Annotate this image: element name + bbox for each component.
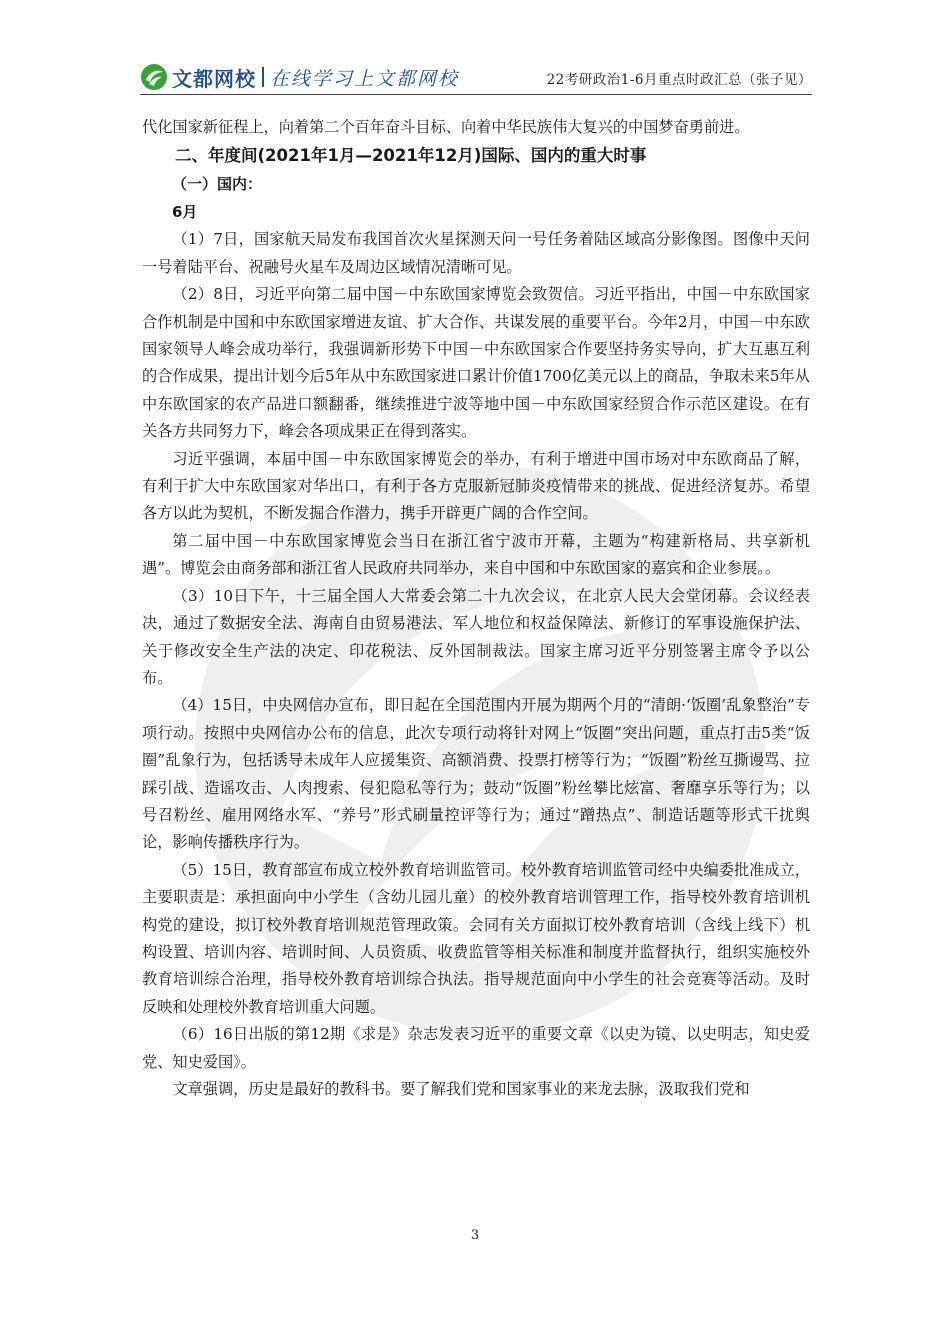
paragraph: 文章强调，历史是最好的教科书。要了解我们党和国家事业的来龙去脉，汲取我们党和 [172, 1080, 750, 1098]
paragraph: 习近平强调，本届中国－中东欧国家博览会的举办，有利于增进中国市场对中东欧商品了解，有利于扩大中东欧国家对华出口，有利于各方克服新冠肺炎疫情带来的挑战、促进经济复苏。希望各方以此为契机，不断发掘合作潜力，携手开辟更广阔的合作空间。 [142, 449, 810, 523]
paragraph: 第二届中国－中东欧国家博览会当日在浙江省宁波市开幕，主题为“构建新格局、共享新机遇”。博览会由商务部和浙江省人民政府共同举办，来自中国和中东欧国家的嘉宾和企业参展。。 [142, 531, 810, 578]
logo [140, 62, 459, 92]
paragraph-item-1: （1）7日，国家航天局发布我国首次火星探测天问一号任务着陆区域高分影像图。图像中天问一号着陆平台、祝融号火星车及周边区域情况清晰可见。 [142, 230, 810, 276]
wendu-logo-icon [140, 63, 168, 91]
section-heading: 二、年度间(2021年1月—2021年12月)国际、国内的重大时事 [175, 146, 647, 166]
brand-slogan: 在线学习上文都网校 [270, 67, 460, 90]
brand-name: 文都网校 [172, 66, 256, 91]
paragraph-item-2: （2）8日，习近平向第二届中国－中东欧国家博览会致贺信。习近平指出，中国－中东欧国家合作机制是中国和中东欧国家增进友谊、扩大合作、共谋发展的重要平台。今年2月，中国－中东欧国家领导人峰会成功举行，我强调新形势下中国－中东欧国家合作要坚持务实导向，扩大互惠互利的合作成果，提出计划今后5年从中东欧国家进口累计价值1700亿美元以上的商品，争取未来5年从中东欧国家的农产品进口额翻番，继续推进宁波等地中国－中东欧国家经贸合作示范区建设。在有关各方共同努力下，峰会各项成果正在得到落实。 [142, 285, 810, 441]
page-number: 3 [470, 1228, 480, 1243]
document-body [142, 114, 810, 1103]
header-divider [140, 94, 812, 95]
brand-divider [262, 67, 264, 87]
document-title: 22考研政治1-6月重点时政汇总（张子见） [546, 72, 812, 88]
page-header [140, 58, 812, 94]
paragraph-item-3: （3）10日下午，十三届全国人大常委会第二十九次会议，在北京人民大会堂闭幕。会议经表决，通过了数据安全法、海南自由贸易港法、军人地位和权益保障法、新修订的军事设施保护法、关于修改安全生产法的决定、印花税法、反外国制裁法。国家主席习近平分别签署主席令予以公布。 [142, 586, 810, 687]
paragraph-item-4: （4）15日，中央网信办宣布，即日起在全国范围内开展为期两个月的“清朗·‘饭圈’乱象整治”专项行动。按照中央网信办公布的信息，此次专项行动将针对网上“饭圈”突出问题，重点打击5类“饭圈”乱象行为，包括诱导未成年人应援集资、高额消费、投票打榜等行为；“饭圈”粉丝互撕谩骂、拉踩引战、造谣攻击、人肉搜索、侵犯隐私等行为；鼓动“饭圈”粉丝攀比炫富、奢靡享乐等行为；以号召粉丝、雇用网络水军、“养号”形式刷量控评等行为；通过“蹭热点”、制造话题等形式干扰舆论，影响传播秩序行为。 [142, 696, 810, 852]
subsection-heading: （一）国内： [172, 175, 263, 194]
month-heading: 6月 [172, 203, 198, 222]
paragraph-item-5: （5）15日，教育部宣布成立校外教育培训监管司。校外教育培训监管司经中央编委批准成立，主要职责是：承担面向中小学生（含幼儿园儿童）的校外教育培训管理工作，指导校外教育培训机构党的建设，拟订校外教育培训规范管理政策。会同有关方面拟订校外教育培训（含线上线下）机构设置、培训内容、培训时间、人员资质、收费监管等相关标准和制度并监督执行，组织实施校外教育培训综合治理，指导校外教育培训综合执法。指导规范面向中小学生的社会竞赛等活动。及时反映和处理校外教育培训重大问题。 [142, 860, 810, 1016]
paragraph-continuation: 代化国家新征程上，向着第二个百年奋斗目标、向着中华民族伟大复兴的中国梦奋勇前进。 [142, 118, 750, 136]
paragraph-item-6: （6）16日出版的第12期《求是》杂志发表习近平的重要文章《以史为镜、以史明志，知史爱党、知史爱国》。 [142, 1025, 810, 1071]
